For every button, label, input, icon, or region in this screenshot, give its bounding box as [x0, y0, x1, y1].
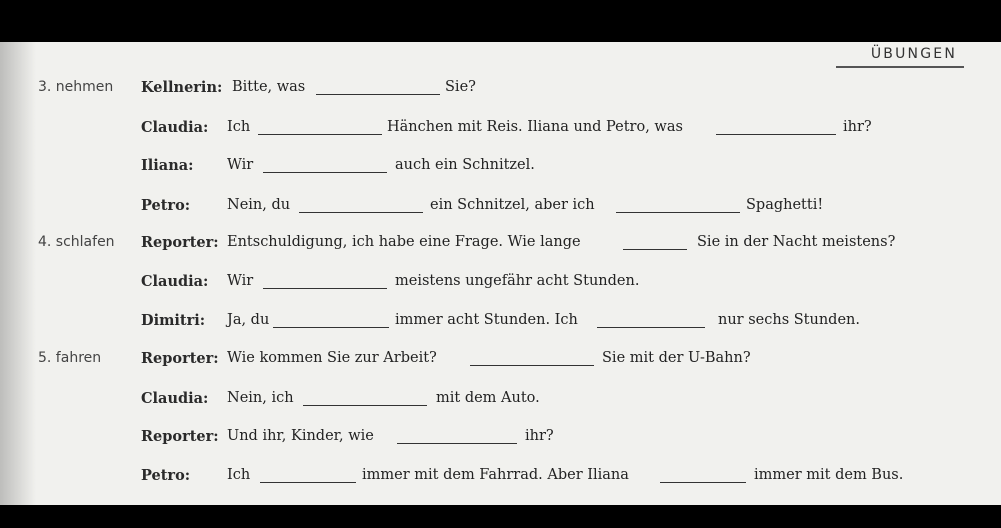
answer-blank[interactable]	[623, 249, 687, 250]
line-text: Hänchen mit Reis. Iliana und Petro, was	[387, 119, 683, 135]
answer-blank[interactable]	[597, 327, 705, 328]
line-text: Nein, ich	[227, 390, 294, 406]
speaker-label: Claudia:	[141, 273, 209, 290]
line-text: Sie?	[445, 79, 476, 95]
line-text: Spaghetti!	[746, 197, 824, 213]
speaker-label: Petro:	[141, 467, 191, 484]
line-text: immer mit dem Fahrrad. Aber Iliana	[362, 467, 629, 483]
speaker-label: Petro:	[141, 197, 191, 214]
exercise-number: 4. schlafen	[38, 234, 115, 250]
line-text: Ich	[227, 119, 251, 135]
section-header: ÜBUNGEN	[870, 46, 957, 62]
answer-blank[interactable]	[397, 443, 517, 444]
answer-blank[interactable]	[263, 172, 387, 173]
exercise-number: 3. nehmen	[38, 79, 114, 95]
line-text: immer mit dem Bus.	[754, 467, 904, 483]
line-text: Entschuldigung, ich habe eine Frage. Wie lange	[227, 234, 581, 250]
line-text: meistens ungefähr acht Stunden.	[395, 273, 640, 289]
line-text: ihr?	[525, 428, 554, 444]
speaker-label: Dimitri:	[141, 312, 206, 329]
exercise-number: 5. fahren	[38, 350, 102, 366]
speaker-label: Reporter:	[141, 234, 219, 251]
speaker-label: Iliana:	[141, 157, 194, 174]
speaker-label: Reporter:	[141, 428, 219, 445]
exercise-page	[0, 42, 1001, 505]
line-text: ihr?	[843, 119, 872, 135]
line-text: immer acht Stunden. Ich	[395, 312, 578, 328]
answer-blank[interactable]	[263, 288, 387, 289]
line-text: Wir	[227, 273, 254, 289]
answer-blank[interactable]	[470, 365, 594, 366]
line-text: Sie mit der U-Bahn?	[602, 350, 751, 366]
line-text: Und ihr, Kinder, wie	[227, 428, 374, 444]
answer-blank[interactable]	[616, 212, 740, 213]
answer-blank[interactable]	[260, 482, 356, 483]
line-text: mit dem Auto.	[436, 390, 540, 406]
answer-blank[interactable]	[303, 405, 427, 406]
answer-blank[interactable]	[316, 94, 440, 95]
answer-blank[interactable]	[660, 482, 746, 483]
line-text: auch ein Schnitzel.	[395, 157, 535, 173]
line-text: Sie in der Nacht meistens?	[697, 234, 896, 250]
speaker-label: Claudia:	[141, 390, 209, 407]
line-text: nur sechs Stunden.	[718, 312, 860, 328]
line-text: Nein, du	[227, 197, 291, 213]
speaker-label: Kellnerin:	[141, 79, 223, 96]
speaker-label: Reporter:	[141, 350, 219, 367]
speaker-label: Claudia:	[141, 119, 209, 136]
answer-blank[interactable]	[273, 327, 389, 328]
line-text: Ja, du	[227, 312, 270, 328]
answer-blank[interactable]	[299, 212, 423, 213]
line-text: Bitte, was	[232, 79, 306, 95]
line-text: Wir	[227, 157, 254, 173]
answer-blank[interactable]	[258, 134, 382, 135]
header-rule	[836, 66, 964, 68]
answer-blank[interactable]	[716, 134, 836, 135]
line-text: ein Schnitzel, aber ich	[430, 197, 595, 213]
line-text: Ich	[227, 467, 251, 483]
line-text: Wie kommen Sie zur Arbeit?	[227, 350, 437, 366]
